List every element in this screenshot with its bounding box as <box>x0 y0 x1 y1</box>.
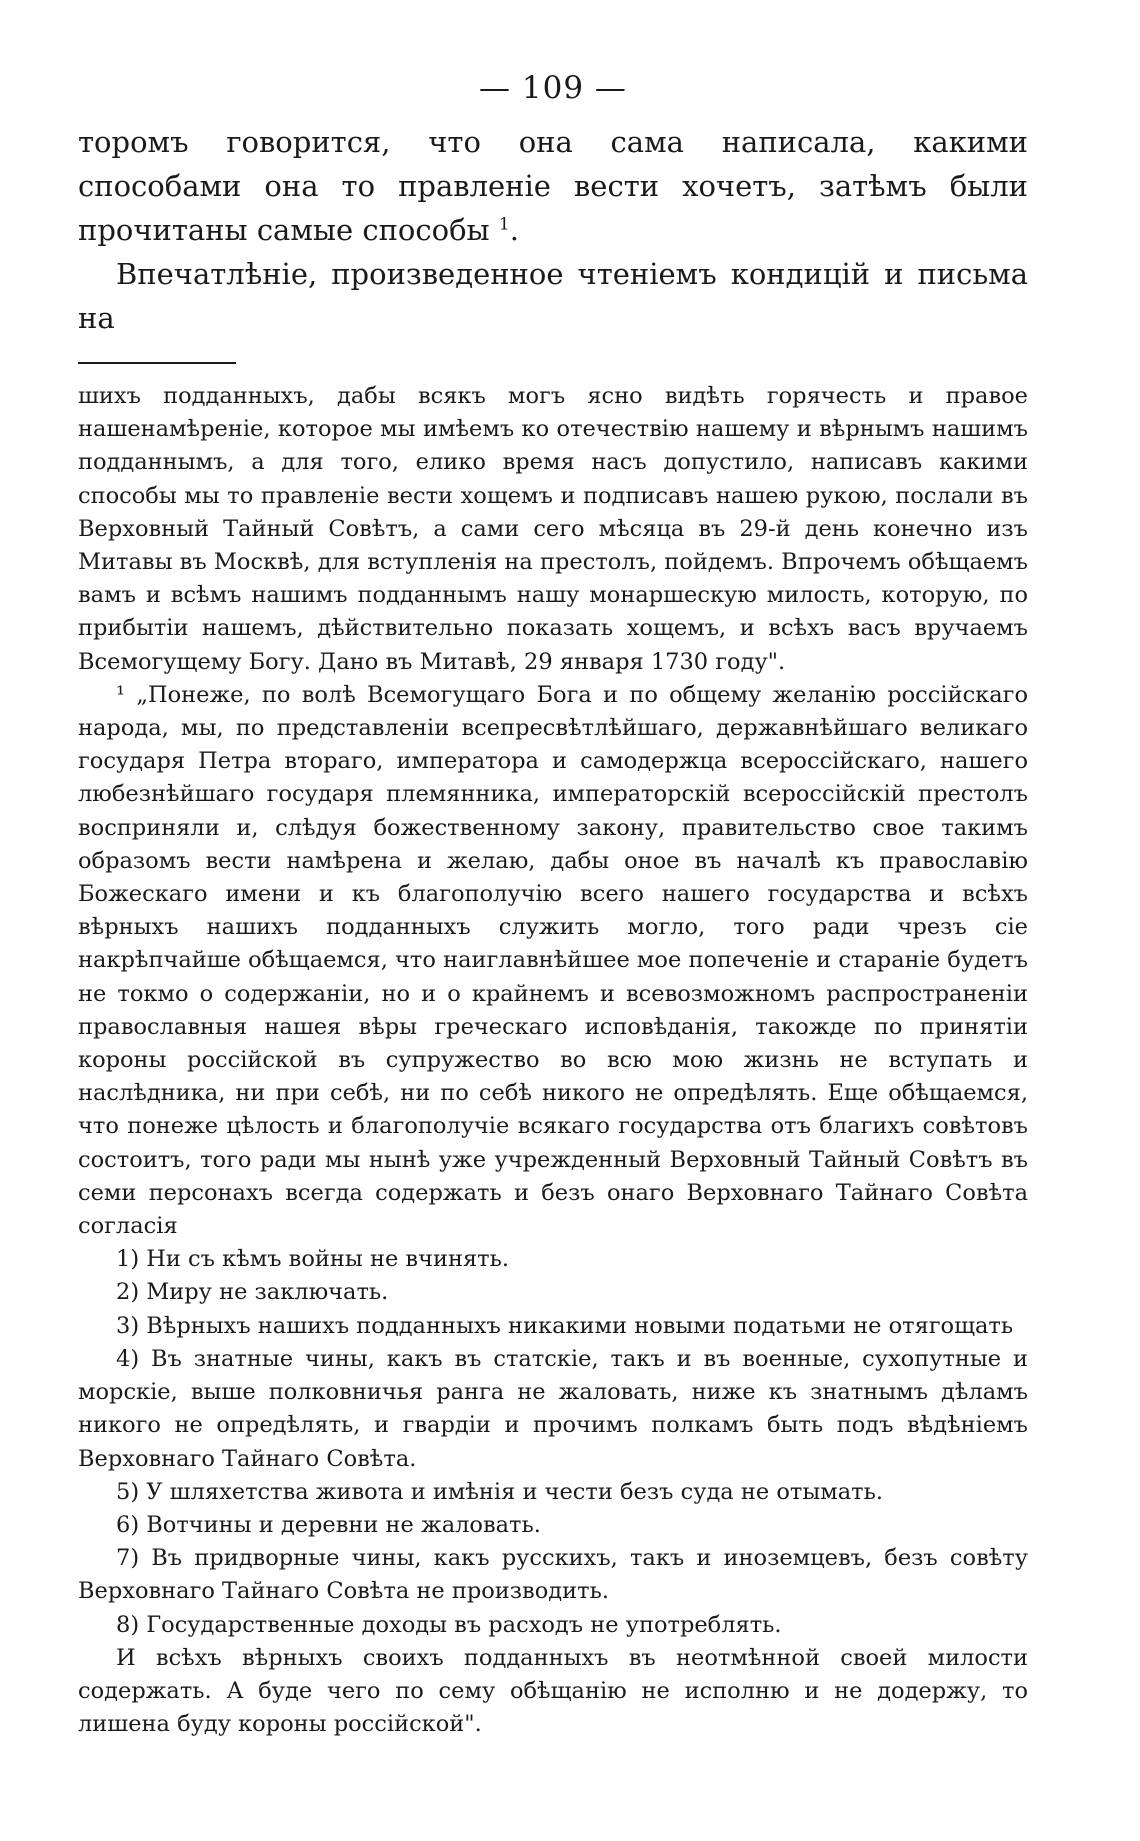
main-paragraph-1-end: . <box>509 213 519 247</box>
footnote-continuation: шихъ подданныхъ, дабы всякъ могъ ясно видѣть горячесть и правое нашенамѣреніе, которое мы имѣемъ ко отечествію нашему и вѣрнымъ нашимъ подданнымъ, а для того, елико время насъ допустило, написавъ какими способы мы то правленіе вести хощемъ и подписавъ нашею рукою, послали въ Верховный Тайный Совѣтъ, а сами сего мѣсяца въ 29-й день конечно изъ Митавы въ Москвѣ, для вступленія на престолъ, пойдемъ. Впрочемъ обѣщаемъ вамъ и всѣмъ нашимъ подданнымъ нашу монаршескую милость, которую, по прибытіи нашемъ, дѣйствительно показать хощемъ, и всѣхъ васъ вручаемъ Всемогущему Богу. Дано въ Митавѣ, 29 января 1730 году". <box>78 383 1028 675</box>
main-text <box>78 120 1028 340</box>
main-paragraph-1-text: торомъ говорится, что она сама написала, какими способами она то правленіе вести хочетъ, затѣмъ были прочитаны самые способы <box>78 125 1028 247</box>
main-paragraph-2: Впечатлѣніе, произведенное чтеніемъ кондицій и письма на <box>78 257 1028 335</box>
footnote-1-text: „Понеже, по волѣ Всемогущаго Бога и по общему желанію россійскаго народа, мы, по представленіи всепресвѣтлѣйшаго, державнѣйшаго великаго государя Петра втораго, императора и самодержца всероссійскаго, нашего любезнѣйшаго государя племянника, императорскій всероссійскій престолъ восприняли и, слѣдуя божественному закону, правительство свое такимъ образомъ вести намѣрена и желаю, дабы оное въ началѣ къ православію Божескаго имени и къ благополучію всего нашего государства и всѣхъ вѣрныхъ нашихъ подданныхъ служить могло, того ради чрезъ сіе накрѣпчайше обѣщаемся, что наиглавнѣйшее мое попеченіе и стараніе будетъ не токмо о содержаніи, но и о крайнемъ и всевозможномъ распространеніи православныя нашея вѣры греческаго исповѣданія, такожде по принятіи короны россійской въ супружество во всю мою жизнь не вступать и наслѣдника, ни при себѣ, ни по себѣ никого не опредѣлять. Еще обѣщаемся, что понеже цѣлость и благополучіе всякаго государства отъ благихъ совѣтовъ состоитъ, того ради мы нынѣ уже учрежденный Верховный Тайный Совѣтъ въ семи персонахъ всегда содержать и безъ онаго Верховнаго Тайнаго Совѣта согласія <box>78 681 1028 1240</box>
condition-item-4: 4) Въ знатные чины, какъ въ статскіе, такъ и въ военные, сухопутные и морскіе, выше полковничья ранга не жаловать, ниже къ знатнымъ дѣламъ никого не опредѣлять, и гвардіи и прочимъ полкамъ быть подъ вѣдѣніемъ Верховнаго Тайнаго Совѣта. <box>78 1345 1028 1472</box>
condition-item-6: 6) Вотчины и деревни не жаловать. <box>116 1511 541 1538</box>
footnote-1 <box>78 679 1028 1243</box>
condition-item-8: 8) Государственные доходы въ расходъ не употреблять. <box>116 1611 782 1638</box>
footnote-reference[interactable]: 1 <box>498 214 510 235</box>
document-page <box>78 70 1028 1741</box>
condition-item-5: 5) У шляхетства живота и имѣнія и чести безъ суда не отымать. <box>116 1478 883 1505</box>
footnote-1-marker: ¹ <box>116 681 126 708</box>
main-paragraph-1 <box>78 120 1028 252</box>
footnote-closing: И всѣхъ вѣрныхъ своихъ подданныхъ въ неотмѣнной своей милости содержать. А буде чего по сему обѣщанію не исполню и не додержу, то лишена буду короны россійской". <box>78 1644 1028 1738</box>
condition-item-7: 7) Въ придворные чины, какъ русскихъ, такъ и иноземцевъ, безъ совѣту Верховнаго Тайнаго Совѣта не производить. <box>78 1545 1028 1605</box>
footnotes <box>78 380 1028 1741</box>
condition-item-1: 1) Ни съ кѣмъ войны не вчинять. <box>116 1246 509 1273</box>
footnote-divider <box>78 362 236 364</box>
condition-item-3: 3) Вѣрныхъ нашихъ подданныхъ никакими новыми податьми не отягощать <box>116 1312 1014 1339</box>
condition-item-2: 2) Миру не заключать. <box>116 1279 389 1306</box>
page-number: — 109 — <box>479 70 627 106</box>
